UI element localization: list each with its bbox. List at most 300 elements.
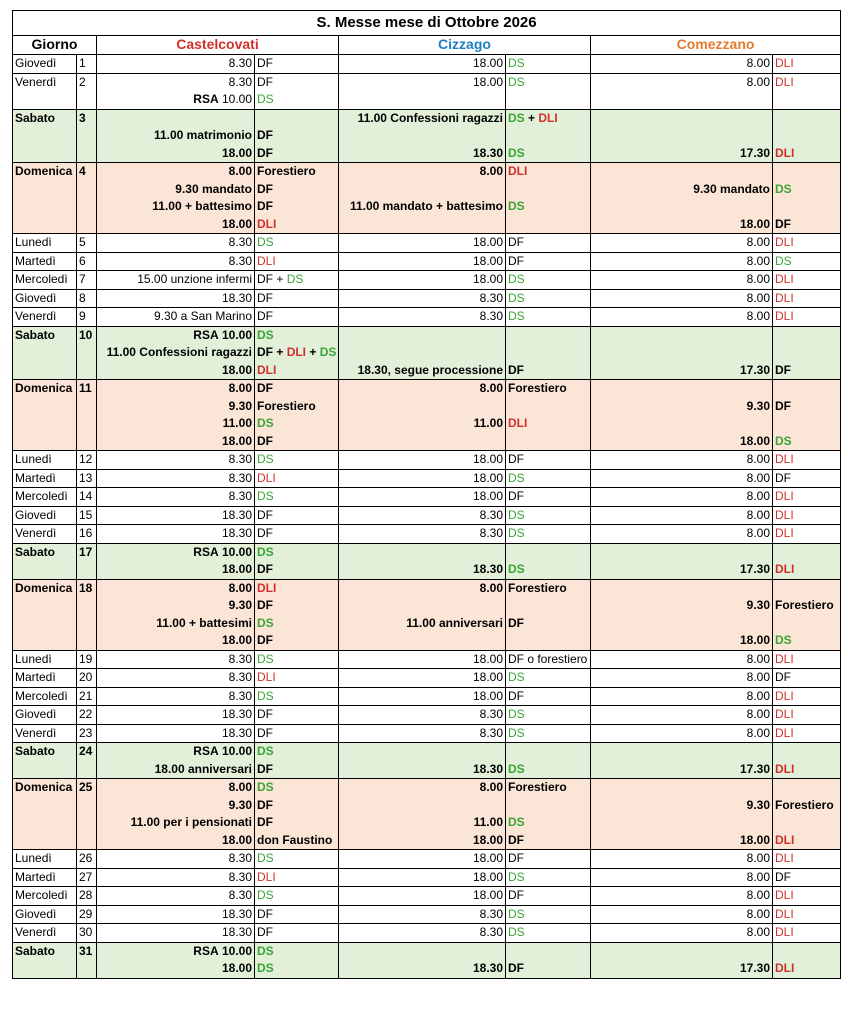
comezzano-time: 8.00 [591, 924, 773, 943]
comezzano-time [591, 163, 773, 181]
castelcovati-time: 18.30 [97, 525, 255, 544]
celebrant-tag: Forestiero [508, 580, 567, 595]
celebrant-tag: DS [508, 869, 525, 884]
castelcovati-time: 8.30 [97, 868, 255, 887]
castelcovati-time: 18.30 [97, 506, 255, 525]
comezzano-time [591, 779, 773, 797]
comezzano-time: 8.00 [591, 271, 773, 290]
cizzago-time: 18.00 [339, 687, 506, 706]
celebrant-tag: DLI [775, 888, 794, 902]
day-name: Sabato [13, 326, 77, 380]
cizzago-celebrant [506, 924, 591, 943]
celebrant-tag: DLI [775, 761, 795, 776]
castelcovati-celebrant [255, 506, 339, 525]
comezzano-celebrant [773, 73, 841, 91]
schedule-row [13, 832, 841, 850]
schedule-row [13, 743, 841, 761]
cizzago-time: 8.30 [339, 724, 506, 743]
castelcovati-time: 8.30 [97, 887, 255, 906]
comezzano-celebrant [773, 669, 841, 688]
day-name: Martedì [13, 252, 77, 271]
castelcovati-celebrant [255, 488, 339, 507]
schedule-row [13, 724, 841, 743]
schedule-row [13, 905, 841, 924]
comezzano-celebrant [773, 960, 841, 978]
castelcovati-time: 8.30 [97, 488, 255, 507]
celebrant-tag: DS [508, 290, 525, 305]
comezzano-time: 8.00 [591, 905, 773, 924]
comezzano-celebrant [773, 181, 841, 199]
comezzano-celebrant [773, 163, 841, 181]
castelcovati-celebrant [255, 469, 339, 488]
cizzago-celebrant [506, 415, 591, 433]
celebrant-tag: DF [257, 128, 273, 142]
schedule-row [13, 469, 841, 488]
castelcovati-time: 8.30 [97, 451, 255, 470]
comezzano-celebrant [773, 308, 841, 327]
cizzago-time [339, 91, 506, 109]
cizzago-time [339, 181, 506, 199]
schedule-row [13, 344, 841, 362]
day-number: 5 [77, 234, 97, 253]
celebrant-tag: DF [508, 235, 524, 249]
cizzago-time: 8.30 [339, 525, 506, 544]
day-name: Giovedì [13, 289, 77, 308]
castelcovati-celebrant [255, 433, 339, 451]
celebrant-tag: DS [257, 92, 274, 106]
schedule-row [13, 55, 841, 74]
cizzago-celebrant [506, 832, 591, 850]
day-name: Venerdì [13, 525, 77, 544]
castelcovati-celebrant [255, 163, 339, 181]
schedule-row [13, 868, 841, 887]
day-name: Domenica [13, 779, 77, 850]
celebrant-tag: DLI [775, 452, 794, 466]
castelcovati-celebrant [255, 868, 339, 887]
comezzano-time: 8.00 [591, 850, 773, 869]
comezzano-celebrant [773, 724, 841, 743]
comezzano-time [591, 91, 773, 109]
comezzano-time [591, 743, 773, 761]
celebrant-tag: DS [257, 327, 274, 342]
cizzago-time: 18.00 [339, 868, 506, 887]
cizzago-time: 18.00 [339, 650, 506, 669]
celebrant-tag: DF o forestiero [508, 651, 588, 666]
comezzano-celebrant [773, 91, 841, 109]
cizzago-celebrant [506, 615, 591, 633]
castelcovati-time: 11.00 per i pensionati [97, 814, 255, 832]
castelcovati-time: 18.30 [97, 905, 255, 924]
day-name: Domenica [13, 579, 77, 650]
comezzano-time [591, 942, 773, 960]
comezzano-celebrant [773, 198, 841, 216]
celebrant-tag: Forestiero [257, 164, 316, 178]
castelcovati-time: 18.00 [97, 832, 255, 850]
castelcovati-time: 18.30 [97, 724, 255, 743]
celebrant-tag: Forestiero [257, 398, 316, 413]
cizzago-celebrant [506, 706, 591, 725]
mass-time: 10.00 [221, 744, 252, 758]
schedule-row [13, 632, 841, 650]
comezzano-celebrant [773, 561, 841, 579]
cizzago-time: 18.30 [339, 561, 506, 579]
comezzano-celebrant [773, 832, 841, 850]
cizzago-time: 8.30 [339, 506, 506, 525]
comezzano-celebrant [773, 488, 841, 507]
celebrant-tag: DLI [775, 290, 794, 305]
comezzano-time: 9.30 [591, 797, 773, 815]
cizzago-celebrant [506, 252, 591, 271]
castelcovati-time: 8.00 [97, 779, 255, 797]
celebrant-tag: DS [257, 615, 274, 630]
celebrant-tag: DS [257, 235, 274, 249]
cizzago-time [339, 216, 506, 234]
castelcovati-celebrant [255, 832, 339, 850]
schedule-row [13, 362, 841, 380]
castelcovati-time: 18.00 [97, 216, 255, 234]
day-name: Martedì [13, 469, 77, 488]
comezzano-celebrant [773, 271, 841, 290]
castelcovati-celebrant [255, 632, 339, 650]
schedule-row [13, 398, 841, 416]
comezzano-time: 18.00 [591, 632, 773, 650]
castelcovati-time: 8.00 [97, 579, 255, 597]
celebrant-tag: DLI [775, 272, 794, 286]
celebrant-tag: DS [508, 815, 525, 829]
day-number: 27 [77, 868, 97, 887]
cizzago-time: 18.00 [339, 488, 506, 507]
castelcovati-celebrant [255, 887, 339, 906]
day-name: Mercoledì [13, 887, 77, 906]
celebrant-tag: DF [508, 362, 524, 377]
cizzago-time [339, 433, 506, 451]
day-name: Venerdì [13, 724, 77, 743]
cizzago-time: 8.00 [339, 779, 506, 797]
cizzago-celebrant [506, 597, 591, 615]
cizzago-time: 11.00 anniversari [339, 615, 506, 633]
location-label: RSA [193, 943, 219, 958]
day-name: Giovedì [13, 55, 77, 74]
mass-time: 10.00 [221, 943, 252, 958]
cizzago-celebrant [506, 326, 591, 344]
castelcovati-celebrant [255, 615, 339, 633]
celebrant-tag: DLI [775, 688, 794, 703]
comezzano-time: 8.00 [591, 469, 773, 488]
comezzano-time: 8.00 [591, 308, 773, 327]
castelcovati-celebrant [255, 850, 339, 869]
cizzago-time: 8.30 [339, 308, 506, 327]
celebrant-tag: DF [508, 253, 524, 268]
day-number: 10 [77, 326, 97, 380]
castelcovati-celebrant [255, 415, 339, 433]
cizzago-time: 8.00 [339, 579, 506, 597]
celebrant-tag: DF [775, 869, 791, 884]
day-number: 1 [77, 55, 97, 74]
castelcovati-celebrant [255, 109, 339, 127]
cizzago-time: 8.30 [339, 289, 506, 308]
celebrant-tag: DLI [257, 253, 276, 268]
cizzago-time: 8.30 [339, 924, 506, 943]
schedule-row [13, 234, 841, 253]
castelcovati-celebrant [255, 145, 339, 163]
castelcovati-celebrant [255, 91, 339, 109]
mass-time: 10.00 [221, 92, 252, 106]
day-name: Sabato [13, 743, 77, 779]
cizzago-time [339, 597, 506, 615]
cizzago-celebrant [506, 488, 591, 507]
location-label: RSA [193, 92, 219, 106]
location-label: RSA [193, 744, 219, 758]
schedule-row [13, 561, 841, 579]
celebrant-tag: DS [775, 433, 792, 448]
castelcovati-celebrant [255, 344, 339, 362]
day-name: Domenica [13, 163, 77, 234]
schedule-row [13, 433, 841, 451]
celebrant-tag: DLI [775, 56, 794, 70]
day-name: Mercoledì [13, 687, 77, 706]
castelcovati-time: 8.30 [97, 252, 255, 271]
castelcovati-celebrant [255, 905, 339, 924]
day-number: 26 [77, 850, 97, 869]
castelcovati-celebrant [255, 398, 339, 416]
day-name: Venerdì [13, 308, 77, 327]
schedule-row [13, 181, 841, 199]
comezzano-time [591, 198, 773, 216]
comezzano-time [591, 579, 773, 597]
comezzano-time: 17.30 [591, 362, 773, 380]
cizzago-celebrant [506, 525, 591, 544]
celebrant-tag: DLI [775, 145, 795, 160]
cizzago-time: 18.00 [339, 669, 506, 688]
cizzago-time: 11.00 [339, 814, 506, 832]
tag-separator: + [273, 272, 287, 286]
celebrant-tag: DS [257, 416, 274, 430]
comezzano-time: 8.00 [591, 234, 773, 253]
celebrant-tag: DLI [538, 110, 558, 125]
castelcovati-celebrant [255, 308, 339, 327]
day-number: 6 [77, 252, 97, 271]
celebrant-tag: Forestiero [775, 797, 834, 812]
cizzago-celebrant [506, 779, 591, 797]
schedule-row [13, 887, 841, 906]
castelcovati-celebrant [255, 597, 339, 615]
celebrant-tag: DF [257, 290, 273, 305]
day-name: Giovedì [13, 706, 77, 725]
celebrant-tag: DS [508, 707, 525, 721]
celebrant-tag: DS [508, 199, 525, 213]
cizzago-time [339, 326, 506, 344]
comezzano-celebrant [773, 779, 841, 797]
castelcovati-celebrant [255, 181, 339, 199]
celebrant-tag: DF [508, 851, 524, 865]
comezzano-time: 17.30 [591, 960, 773, 978]
comezzano-time: 8.00 [591, 706, 773, 725]
celebrant-tag: DF [257, 598, 273, 612]
comezzano-celebrant [773, 942, 841, 960]
celebrant-tag: DS [508, 670, 525, 684]
comezzano-celebrant [773, 380, 841, 398]
header-giorno: Giorno [13, 36, 97, 55]
castelcovati-celebrant [255, 362, 339, 380]
cizzago-celebrant [506, 451, 591, 470]
cizzago-celebrant [506, 234, 591, 253]
celebrant-tag: DLI [775, 832, 795, 847]
cizzago-celebrant [506, 632, 591, 650]
celebrant-tag: DS [257, 943, 274, 958]
cizzago-celebrant [506, 271, 591, 290]
schedule-row [13, 579, 841, 597]
day-name: Martedì [13, 868, 77, 887]
cizzago-celebrant [506, 308, 591, 327]
day-name: Giovedì [13, 506, 77, 525]
comezzano-time: 8.00 [591, 506, 773, 525]
schedule-row [13, 91, 841, 109]
celebrant-tag: DF [775, 216, 791, 231]
cizzago-celebrant [506, 344, 591, 362]
cizzago-time: 18.30, segue processione [339, 362, 506, 380]
castelcovati-time: 18.00 [97, 632, 255, 650]
comezzano-time: 17.30 [591, 561, 773, 579]
celebrant-tag: DF [257, 381, 273, 395]
castelcovati-time [97, 743, 255, 761]
cizzago-celebrant [506, 469, 591, 488]
celebrant-tag: DF [508, 615, 524, 630]
cizzago-time: 18.30 [339, 761, 506, 779]
cizzago-celebrant [506, 669, 591, 688]
comezzano-celebrant [773, 216, 841, 234]
day-name: Lunedì [13, 850, 77, 869]
comezzano-celebrant [773, 326, 841, 344]
cizzago-time: 11.00 Confessioni ragazzi [339, 109, 506, 127]
day-number: 25 [77, 779, 97, 850]
schedule-row [13, 761, 841, 779]
cizzago-time: 18.00 [339, 73, 506, 91]
castelcovati-time: 18.30 [97, 924, 255, 943]
celebrant-tag: DS [257, 544, 274, 559]
celebrant-tag: DF [257, 433, 273, 448]
celebrant-tag: DF [508, 961, 524, 975]
schedule-row [13, 615, 841, 633]
celebrant-tag: DF [257, 345, 273, 359]
celebrant-tag: DS [257, 452, 274, 466]
cizzago-celebrant [506, 163, 591, 181]
cizzago-celebrant [506, 216, 591, 234]
celebrant-tag: DS [508, 562, 525, 576]
celebrant-tag: DS [508, 110, 525, 125]
schedule-row [13, 924, 841, 943]
castelcovati-time: 8.30 [97, 55, 255, 74]
comezzano-time [591, 814, 773, 832]
castelcovati-time: 18.00 [97, 561, 255, 579]
celebrant-tag: DS [257, 961, 274, 975]
castelcovati-time: 9.30 mandato [97, 181, 255, 199]
celebrant-tag: DLI [257, 869, 276, 884]
cizzago-celebrant [506, 761, 591, 779]
comezzano-time: 8.00 [591, 887, 773, 906]
celebrant-tag: DLI [775, 489, 794, 503]
day-name: Sabato [13, 942, 77, 978]
castelcovati-time: 15.00 unzione infermi [97, 271, 255, 290]
castelcovati-time: 8.30 [97, 669, 255, 688]
celebrant-tag: DLI [775, 562, 795, 576]
celebrant-tag: DS [257, 744, 274, 758]
day-number: 9 [77, 308, 97, 327]
cizzago-celebrant [506, 543, 591, 561]
comezzano-time: 9.30 mandato [591, 181, 773, 199]
celebrant-tag: DS [257, 888, 274, 902]
celebrant-tag: DF [257, 906, 273, 921]
celebrant-tag: DLI [775, 925, 794, 939]
comezzano-time: 8.00 [591, 289, 773, 308]
day-name: Domenica [13, 380, 77, 451]
celebrant-tag: DS [775, 253, 792, 268]
schedule-row [13, 326, 841, 344]
celebrant-tag: DS [508, 272, 525, 286]
castelcovati-celebrant [255, 198, 339, 216]
comezzano-celebrant [773, 687, 841, 706]
castelcovati-time [97, 942, 255, 960]
celebrant-tag: DF [257, 707, 273, 721]
cizzago-celebrant [506, 506, 591, 525]
comezzano-celebrant [773, 433, 841, 451]
castelcovati-celebrant [255, 960, 339, 978]
schedule-title: S. Messe mese di Ottobre 2026 [13, 11, 841, 36]
cizzago-celebrant [506, 433, 591, 451]
day-number: 23 [77, 724, 97, 743]
castelcovati-celebrant [255, 216, 339, 234]
comezzano-celebrant [773, 543, 841, 561]
comezzano-time: 8.00 [591, 724, 773, 743]
comezzano-celebrant [773, 887, 841, 906]
schedule-row [13, 814, 841, 832]
celebrant-tag: DS [257, 688, 274, 703]
day-number: 20 [77, 669, 97, 688]
celebrant-tag: Forestiero [508, 381, 567, 395]
cizzago-celebrant [506, 380, 591, 398]
celebrant-tag: DF [257, 56, 273, 70]
celebrant-tag: DF [508, 489, 524, 503]
cizzago-celebrant [506, 181, 591, 199]
celebrant-tag: DLI [257, 216, 277, 231]
cizzago-celebrant [506, 198, 591, 216]
castelcovati-time [97, 109, 255, 127]
celebrant-tag: DLI [257, 362, 277, 377]
castelcovati-celebrant [255, 451, 339, 470]
celebrant-tag: DLI [257, 580, 277, 595]
day-name: Martedì [13, 669, 77, 688]
cizzago-time [339, 398, 506, 416]
cizzago-time [339, 942, 506, 960]
castelcovati-time: 18.00 [97, 362, 255, 380]
celebrant-tag: DLI [775, 707, 794, 721]
castelcovati-celebrant [255, 669, 339, 688]
schedule-row [13, 597, 841, 615]
day-number: 11 [77, 380, 97, 451]
comezzano-celebrant [773, 55, 841, 74]
castelcovati-celebrant [255, 289, 339, 308]
comezzano-celebrant [773, 415, 841, 433]
comezzano-time: 18.00 [591, 832, 773, 850]
castelcovati-time: 8.30 [97, 73, 255, 91]
comezzano-celebrant [773, 506, 841, 525]
cizzago-celebrant [506, 145, 591, 163]
castelcovati-time: 9.30 [97, 398, 255, 416]
comezzano-celebrant [773, 289, 841, 308]
castelcovati-time: 8.30 [97, 850, 255, 869]
comezzano-time: 8.00 [591, 252, 773, 271]
comezzano-celebrant [773, 905, 841, 924]
comezzano-celebrant [773, 344, 841, 362]
